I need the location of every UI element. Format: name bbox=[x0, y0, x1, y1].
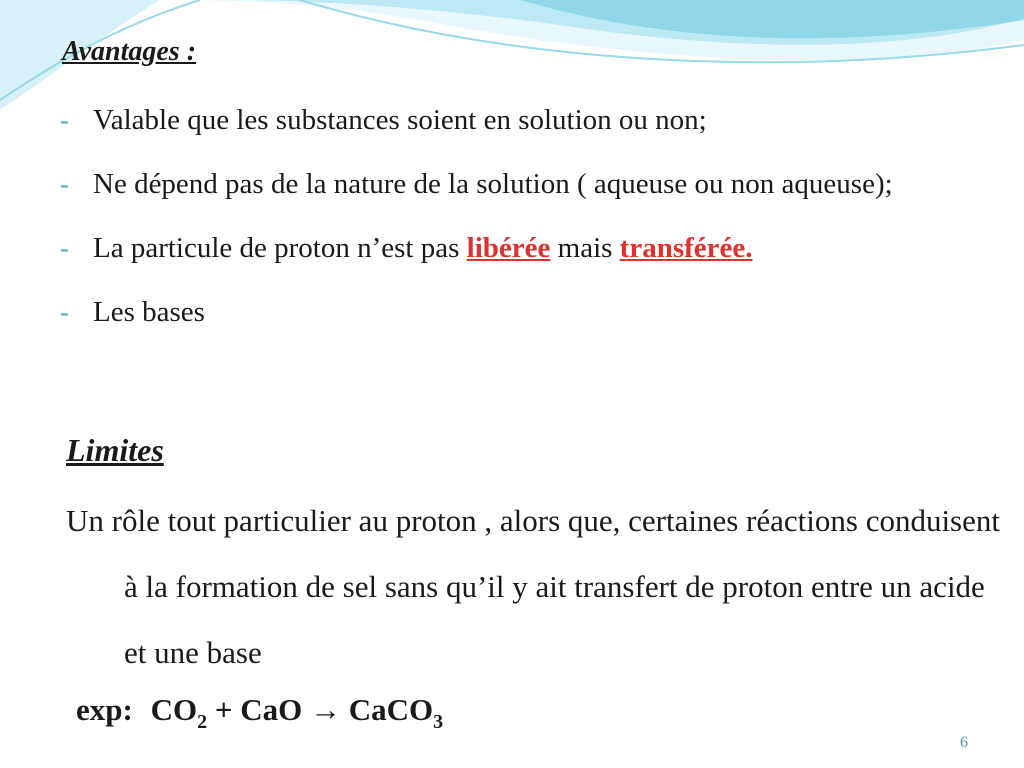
emphasis-liberee: libérée bbox=[466, 232, 551, 264]
example-label: exp: bbox=[76, 692, 133, 727]
limites-paragraph: Un rôle tout particulier au proton , alors que, certaines réactions conduisent à la formation de sel sans qu’il y ait transfert de proton entre un acide et une base bbox=[66, 503, 1000, 670]
bullet-dash: - bbox=[60, 106, 69, 135]
formula-co: CO bbox=[150, 692, 198, 727]
bullet-text-middle: mais bbox=[550, 232, 620, 264]
list-item bbox=[60, 284, 980, 341]
bullet-dash: - bbox=[60, 234, 69, 263]
bullet-text: Ne dépend pas de la nature de la solution ( aqueuse ou non aqueuse); bbox=[93, 168, 893, 200]
bullet-text-prefix: La particule de proton n’est pas bbox=[93, 232, 467, 264]
page-number: 6 bbox=[960, 734, 968, 751]
limites-heading: Limites bbox=[66, 432, 164, 468]
list-item bbox=[60, 92, 980, 149]
subscript-2: 2 bbox=[197, 711, 208, 733]
list-item bbox=[60, 220, 980, 277]
avantages-heading: Avantages : bbox=[62, 36, 197, 67]
chemical-equation-example bbox=[76, 692, 443, 734]
chemical-equation bbox=[150, 692, 444, 733]
list-item bbox=[60, 156, 980, 213]
emphasis-transferee: transférée. bbox=[619, 232, 753, 264]
avantages-list bbox=[60, 92, 980, 348]
bullet-dash: - bbox=[60, 170, 69, 199]
bullet-text: Valable que les substances soient en solution ou non; bbox=[93, 104, 707, 136]
bullet-text: Les bases bbox=[93, 296, 205, 328]
bullet-dash: - bbox=[60, 298, 69, 327]
formula-rest: + CaO → CaCO bbox=[207, 692, 434, 727]
subscript-3: 3 bbox=[433, 711, 444, 733]
